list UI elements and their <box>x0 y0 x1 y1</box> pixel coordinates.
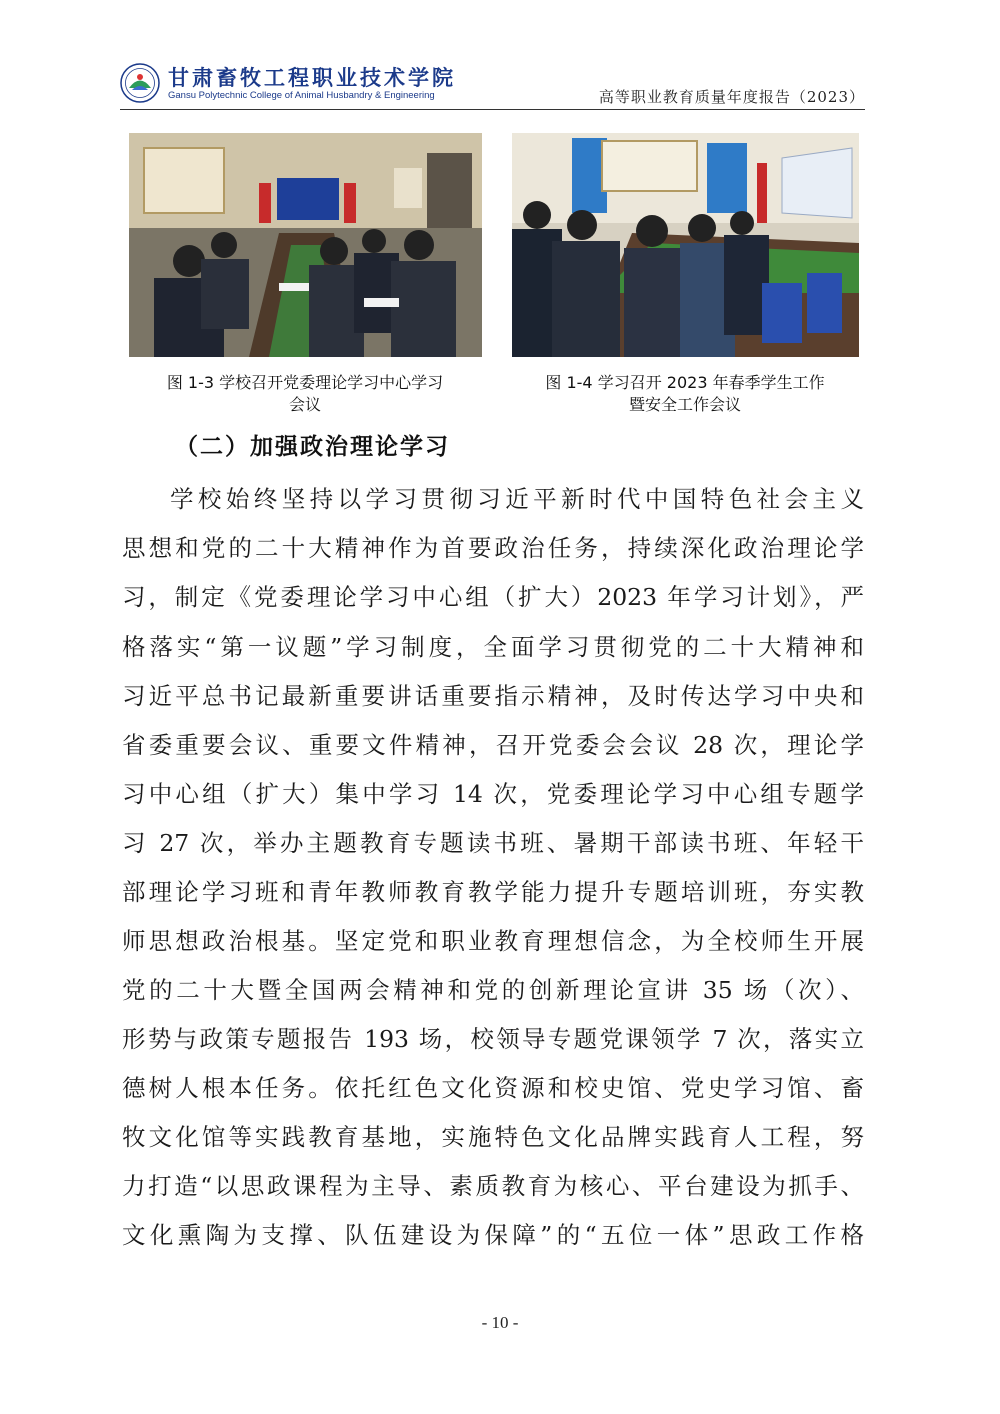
section-heading: （二）加强政治理论学习 <box>175 434 450 460</box>
paragraph-line: 部理论学习班和青年教师教育教学能力提升专题培训班，夯实教 <box>122 878 864 906</box>
report-title: 高等职业教育质量年度报告（2023） <box>598 88 865 106</box>
paragraph-line: 习近平总书记最新重要讲话重要指示精神，及时传达学习中央和 <box>122 682 864 710</box>
caption-line: 暨安全工作会议 <box>628 395 741 414</box>
paragraph-line: 习 27 次，举办主题教育专题读书班、暑期干部读书班、年轻干 <box>122 829 864 857</box>
figure-caption-1-3 <box>125 372 485 416</box>
paragraph-line: 力打造“以思政课程为主导、素质教育为核心、平台建设为抓手、 <box>122 1172 864 1200</box>
page-number: - 10 - <box>481 1313 519 1332</box>
paragraph-line: 文化熏陶为支撑、队伍建设为保障”的“五位一体”思政工作格 <box>122 1221 864 1249</box>
paragraph-line: 牧文化馆等实践教育基地，实施特色文化品牌实践育人工程，努 <box>122 1123 864 1151</box>
caption-line: 会议 <box>288 395 321 414</box>
paragraph-line: 党的二十大暨全国两会精神和党的创新理论宣讲 35 场（次）、 <box>122 976 864 1004</box>
header-divider <box>120 109 865 110</box>
school-name-cn: 甘肃畜牧工程职业技术学院 <box>168 66 456 90</box>
paragraph-line: 习中心组（扩大）集中学习 14 次，党委理论学习中心组专题学 <box>122 780 864 808</box>
caption-line: 图 1-3 学校召开党委理论学习中心学习 <box>166 373 444 392</box>
meeting-photo-2 <box>512 133 859 357</box>
paragraph-line: 德树人根本任务。依托红色文化资源和校史馆、党史学习馆、畜 <box>122 1074 864 1102</box>
school-emblem-icon <box>120 63 160 103</box>
paragraph-line: 习，制定《党委理论学习中心组（扩大）2023 年学习计划》，严 <box>122 583 864 611</box>
caption-line: 图 1-4 学习召开 2023 年春季学生工作 <box>545 373 825 392</box>
paragraph-line: 省委重要会议、重要文件精神，召开党委会会议 28 次，理论学 <box>122 731 864 759</box>
page-header <box>120 60 865 110</box>
paragraph-line: 思想和党的二十大精神作为首要政治任务，持续深化政治理论学 <box>122 534 864 562</box>
meeting-photo-1 <box>129 133 482 357</box>
paragraph-line: 格落实“第一议题”学习制度，全面学习贯彻党的二十大精神和 <box>122 633 864 661</box>
paragraph-line: 学校始终坚持以学习贯彻习近平新时代中国特色社会主义 <box>170 485 864 513</box>
paragraph-line: 形势与政策专题报告 193 场，校领导专题党课领学 7 次，落实立 <box>122 1025 864 1053</box>
figure-caption-1-4 <box>505 372 865 416</box>
paragraph-line: 师思想政治根基。坚定党和职业教育理想信念，为全校师生开展 <box>122 927 864 955</box>
school-name-en: Gansu Polytechnic College of Animal Husbandry & Engineering <box>168 90 435 101</box>
